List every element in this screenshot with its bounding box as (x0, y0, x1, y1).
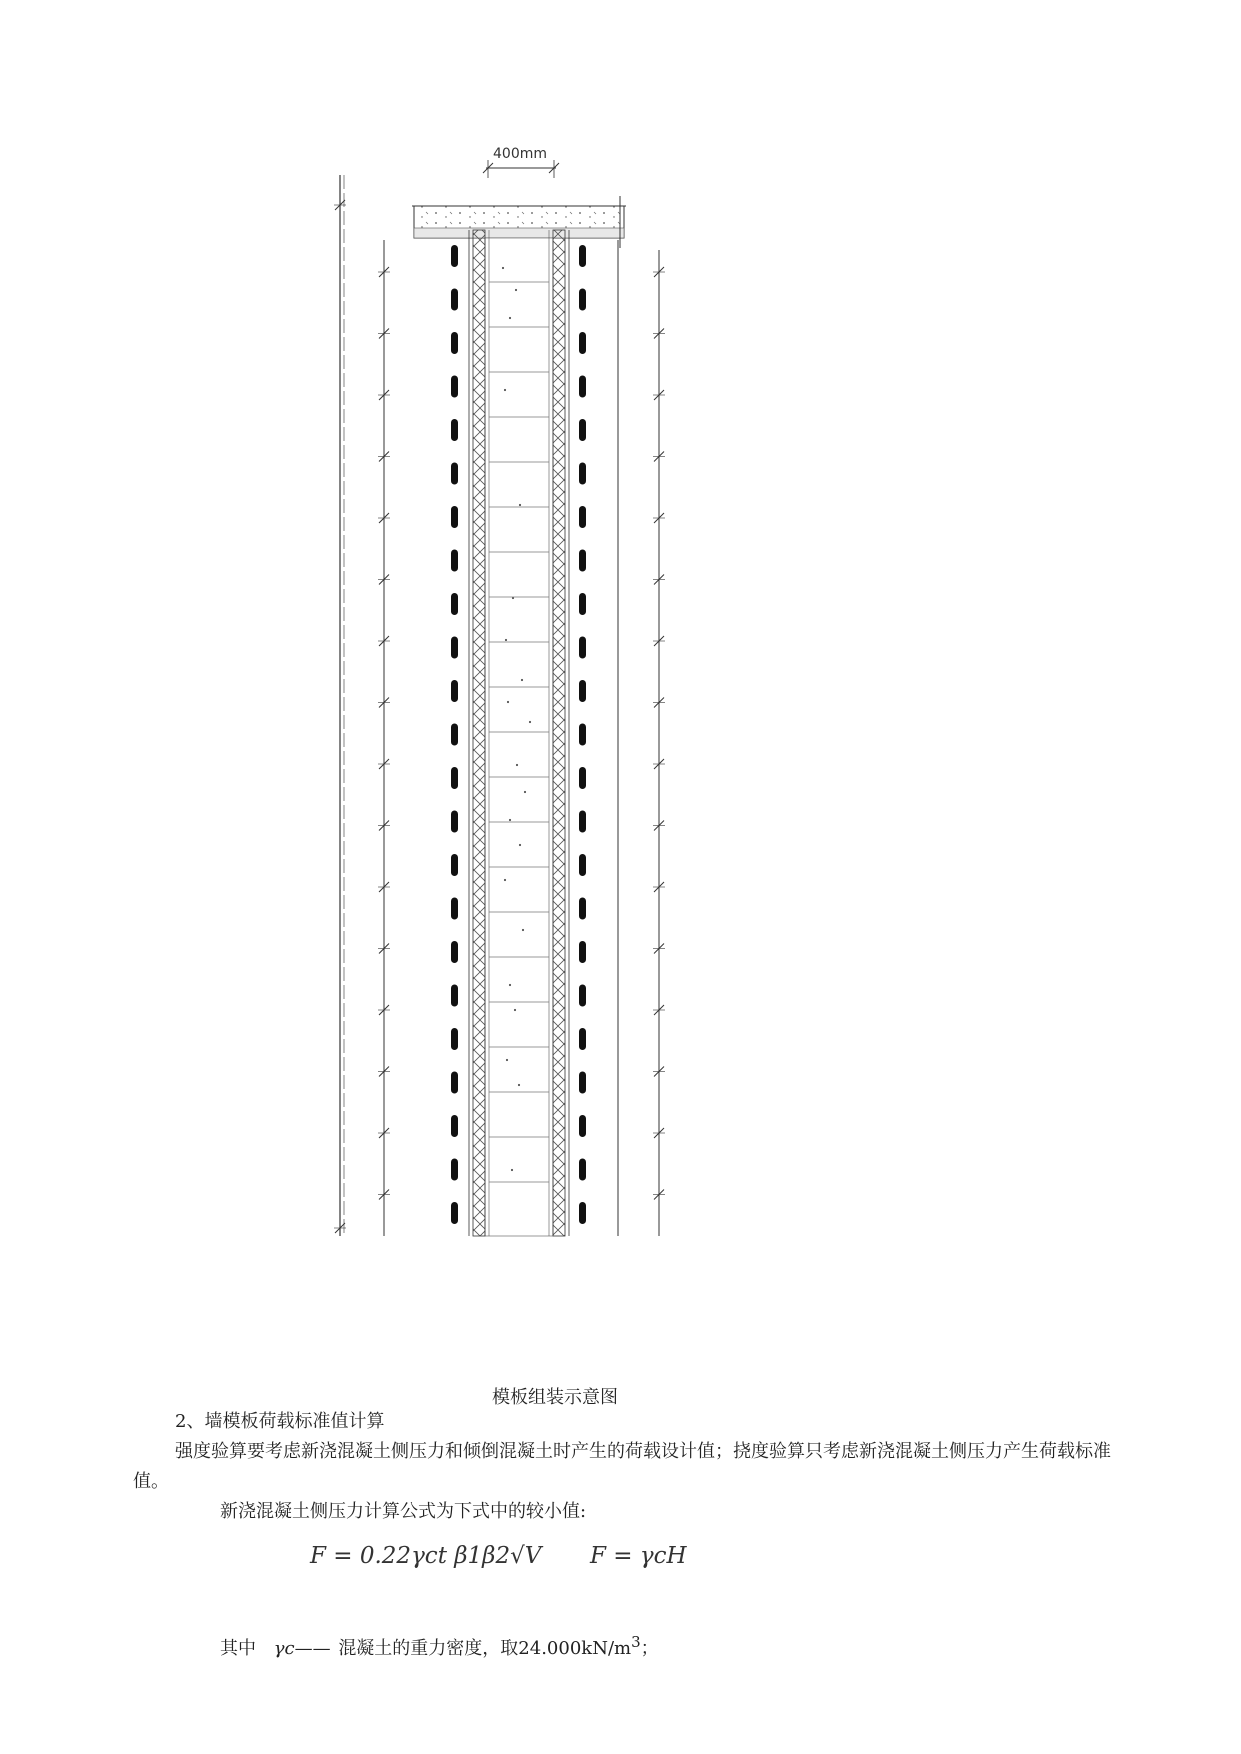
dimension-label: 400mm (493, 146, 547, 162)
wall-concrete (485, 238, 553, 1236)
formula-1: F = 0.22γct β1β2√V (310, 1543, 542, 1569)
where-description: 混凝土的重力密度，取24.000kN/m (338, 1638, 632, 1659)
tie-bolt-right (579, 1028, 586, 1050)
tie-bolt-left (451, 1115, 458, 1137)
section-heading: 2、墙模板荷载标准值计算 (175, 1411, 385, 1432)
gamma-symbol: γc—— (273, 1638, 331, 1659)
tie-bolt-left (451, 985, 458, 1007)
tie-bolt-left (451, 724, 458, 746)
tie-bolt-right (579, 289, 586, 311)
tie-bolt-left (451, 419, 458, 441)
tie-bolt-right (579, 419, 586, 441)
tie-bolt-left (451, 463, 458, 485)
tie-bolt-right (579, 1115, 586, 1137)
pressure-formula (310, 1543, 687, 1569)
tie-bolt-left (451, 332, 458, 354)
formula-intro: 新浇混凝土侧压力计算公式为下式中的较小值: (220, 1501, 587, 1522)
tie-bolt-left (451, 1159, 458, 1181)
tie-bolt-left (451, 767, 458, 789)
tie-bolt-right (579, 854, 586, 876)
tie-bolt-right (579, 1072, 586, 1094)
tie-bolt-right (579, 811, 586, 833)
tie-bolt-left (451, 1028, 458, 1050)
where-prefix: 其中 (220, 1638, 256, 1659)
tie-bolt-right (579, 593, 586, 615)
tie-bolt-right (579, 376, 586, 398)
tie-bolt-left (451, 376, 458, 398)
formula-2: F = γcH (590, 1543, 687, 1569)
tie-bolt-right (579, 637, 586, 659)
tie-bolt-right (579, 550, 586, 572)
tie-bolt-left (451, 854, 458, 876)
where-line (220, 1633, 659, 1660)
tie-bolt-right (579, 985, 586, 1007)
tie-bolt-left (451, 637, 458, 659)
walers (489, 282, 549, 1182)
right-formwork-panel (553, 230, 565, 1236)
left-formwork-panel (473, 230, 485, 1236)
tie-bolt-right (579, 463, 586, 485)
tie-bolt-right (579, 680, 586, 702)
tie-bolt-right (579, 898, 586, 920)
tie-bolt-left (451, 506, 458, 528)
tie-bolt-right (579, 1202, 586, 1224)
tie-bolt-right (579, 724, 586, 746)
figure-caption: 模板组装示意图 (492, 1387, 618, 1408)
formwork-assembly-diagram (320, 130, 680, 1260)
tie-bolt-left (451, 898, 458, 920)
where-end: ； (640, 1638, 659, 1659)
tie-bolt-left (451, 593, 458, 615)
tie-bolt-left (451, 680, 458, 702)
tie-bolt-right (579, 1159, 586, 1181)
tie-bolt-left (451, 941, 458, 963)
tie-bolt-left (451, 811, 458, 833)
tie-bolt-right (579, 767, 586, 789)
tie-bolt-right (579, 245, 586, 267)
tie-bolt-left (451, 289, 458, 311)
body-paragraph: 强度验算要考虑新浇混凝土侧压力和倾倒混凝土时产生的荷载设计值；挠度验算只考虑新浇混凝土侧压力产生荷载标准值。 (133, 1441, 1111, 1492)
tie-bolt-left (451, 245, 458, 267)
tie-bolt-left (451, 1202, 458, 1224)
dimension-400mm (483, 146, 559, 178)
tie-bolt-left (451, 550, 458, 572)
tie-bolt-right (579, 941, 586, 963)
tie-bolt-right (579, 332, 586, 354)
unit-exponent: 3 (631, 1633, 641, 1651)
tie-bolt-right (579, 506, 586, 528)
tie-bolt-left (451, 1072, 458, 1094)
